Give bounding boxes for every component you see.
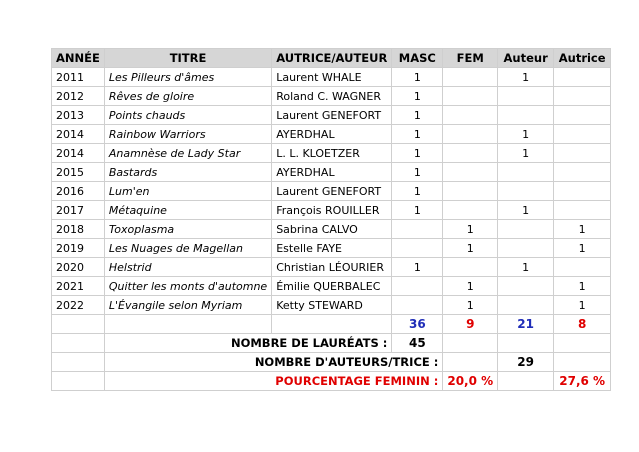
masc-cell: 1	[392, 125, 443, 144]
fem-cell	[443, 144, 498, 163]
header-row	[52, 49, 611, 68]
auteur-cell	[498, 296, 554, 315]
masc-cell	[392, 277, 443, 296]
header-auteur: Auteur	[498, 49, 554, 68]
author-cell: AYERDHAL	[272, 125, 392, 144]
header-autrice: Autrice	[554, 49, 611, 68]
year-cell: 2021	[52, 277, 105, 296]
total-auteur: 21	[498, 315, 554, 334]
auteur-cell	[498, 87, 554, 106]
year-cell: 2014	[52, 144, 105, 163]
author-cell: Christian LÉOURIER	[272, 258, 392, 277]
fem-cell	[443, 106, 498, 125]
title-cell: L'Évangile selon Myriam	[104, 296, 271, 315]
totals-empty	[52, 315, 105, 334]
table-row	[52, 144, 611, 163]
year-cell: 2019	[52, 239, 105, 258]
table-row	[52, 258, 611, 277]
autrice-cell	[554, 201, 611, 220]
masc-cell: 1	[392, 258, 443, 277]
fem-cell: 1	[443, 220, 498, 239]
summary-empty	[554, 353, 611, 372]
masc-cell: 1	[392, 87, 443, 106]
auteur-cell	[498, 163, 554, 182]
year-cell: 2022	[52, 296, 105, 315]
header-masc: MASC	[392, 49, 443, 68]
auteur-cell	[498, 277, 554, 296]
header-titre: TITRE	[104, 49, 271, 68]
autrice-cell	[554, 258, 611, 277]
autrice-cell	[554, 163, 611, 182]
title-cell: Helstrid	[104, 258, 271, 277]
title-cell: Points chauds	[104, 106, 271, 125]
table-row	[52, 201, 611, 220]
summary-empty	[443, 353, 498, 372]
year-cell: 2014	[52, 125, 105, 144]
fem-cell	[443, 68, 498, 87]
header-autrice-auteur: AUTRICE/AUTEUR	[272, 49, 392, 68]
total-masc: 36	[392, 315, 443, 334]
summary-empty	[498, 372, 554, 391]
author-cell: Estelle FAYE	[272, 239, 392, 258]
year-cell: 2018	[52, 220, 105, 239]
author-cell: Sabrina CALVO	[272, 220, 392, 239]
auteurs-value: 29	[498, 353, 554, 372]
pct-autrice: 27,6 %	[554, 372, 611, 391]
autrice-cell	[554, 87, 611, 106]
table-row	[52, 182, 611, 201]
author-cell: Roland C. WAGNER	[272, 87, 392, 106]
laureats-label: NOMBRE DE LAURÉATS :	[104, 334, 391, 353]
fem-cell	[443, 163, 498, 182]
title-cell: Rêves de gloire	[104, 87, 271, 106]
author-cell: AYERDHAL	[272, 163, 392, 182]
masc-cell: 1	[392, 144, 443, 163]
table-row	[52, 239, 611, 258]
autrice-cell	[554, 125, 611, 144]
summary-empty	[498, 334, 554, 353]
autrice-cell: 1	[554, 296, 611, 315]
masc-cell	[392, 296, 443, 315]
table-row	[52, 220, 611, 239]
header-annee: ANNÉE	[52, 49, 105, 68]
totals-empty	[104, 315, 271, 334]
laureats-row	[52, 334, 611, 353]
author-cell: Laurent GENEFORT	[272, 182, 392, 201]
autrice-cell	[554, 144, 611, 163]
pourcentage-row	[52, 372, 611, 391]
pct-fem: 20,0 %	[443, 372, 498, 391]
author-cell: Émilie QUERBALEC	[272, 277, 392, 296]
auteurs-label: NOMBRE D'AUTEURS/TRICE :	[104, 353, 442, 372]
auteur-cell: 1	[498, 201, 554, 220]
title-cell: Anamnèse de Lady Star	[104, 144, 271, 163]
total-fem: 9	[443, 315, 498, 334]
masc-cell: 1	[392, 163, 443, 182]
auteur-cell: 1	[498, 125, 554, 144]
title-cell: Quitter les monts d'automne	[104, 277, 271, 296]
author-cell: L. L. KLOETZER	[272, 144, 392, 163]
year-cell: 2016	[52, 182, 105, 201]
author-cell: Laurent GENEFORT	[272, 106, 392, 125]
totals-empty	[272, 315, 392, 334]
year-cell: 2012	[52, 87, 105, 106]
masc-cell: 1	[392, 68, 443, 87]
title-cell: Métaquine	[104, 201, 271, 220]
table-row	[52, 106, 611, 125]
summary-empty	[443, 334, 498, 353]
fem-cell	[443, 87, 498, 106]
year-cell: 2011	[52, 68, 105, 87]
title-cell: Bastards	[104, 163, 271, 182]
totals-row	[52, 315, 611, 334]
auteur-cell	[498, 106, 554, 125]
author-cell: Laurent WHALE	[272, 68, 392, 87]
table-row	[52, 125, 611, 144]
title-cell: Rainbow Warriors	[104, 125, 271, 144]
year-cell: 2013	[52, 106, 105, 125]
year-cell: 2020	[52, 258, 105, 277]
title-cell: Les Pilleurs d'âmes	[104, 68, 271, 87]
autrice-cell	[554, 106, 611, 125]
autrice-cell: 1	[554, 277, 611, 296]
table-row	[52, 87, 611, 106]
table-row	[52, 68, 611, 87]
year-cell: 2015	[52, 163, 105, 182]
summary-empty	[52, 372, 105, 391]
fem-cell	[443, 258, 498, 277]
author-cell: Ketty STEWARD	[272, 296, 392, 315]
fem-cell	[443, 201, 498, 220]
masc-cell: 1	[392, 106, 443, 125]
year-cell: 2017	[52, 201, 105, 220]
title-cell: Toxoplasma	[104, 220, 271, 239]
masc-cell: 1	[392, 201, 443, 220]
auteurs-row	[52, 353, 611, 372]
header-fem: FEM	[443, 49, 498, 68]
fem-cell	[443, 125, 498, 144]
autrice-cell	[554, 182, 611, 201]
table-row	[52, 296, 611, 315]
auteur-cell: 1	[498, 258, 554, 277]
summary-empty	[554, 334, 611, 353]
summary-empty	[52, 334, 105, 353]
total-autrice: 8	[554, 315, 611, 334]
masc-cell	[392, 239, 443, 258]
auteur-cell	[498, 239, 554, 258]
autrice-cell	[554, 68, 611, 87]
pourcentage-label: POURCENTAGE FEMININ :	[104, 372, 442, 391]
title-cell: Lum'en	[104, 182, 271, 201]
fem-cell: 1	[443, 239, 498, 258]
auteur-cell	[498, 220, 554, 239]
table-row	[52, 163, 611, 182]
laureates-table	[51, 48, 611, 391]
masc-cell: 1	[392, 182, 443, 201]
masc-cell	[392, 220, 443, 239]
table-row	[52, 277, 611, 296]
fem-cell: 1	[443, 296, 498, 315]
fem-cell	[443, 182, 498, 201]
laureats-value: 45	[392, 334, 443, 353]
autrice-cell: 1	[554, 220, 611, 239]
autrice-cell: 1	[554, 239, 611, 258]
auteur-cell: 1	[498, 144, 554, 163]
fem-cell: 1	[443, 277, 498, 296]
summary-empty	[52, 353, 105, 372]
title-cell: Les Nuages de Magellan	[104, 239, 271, 258]
author-cell: François ROUILLER	[272, 201, 392, 220]
auteur-cell	[498, 182, 554, 201]
auteur-cell: 1	[498, 68, 554, 87]
